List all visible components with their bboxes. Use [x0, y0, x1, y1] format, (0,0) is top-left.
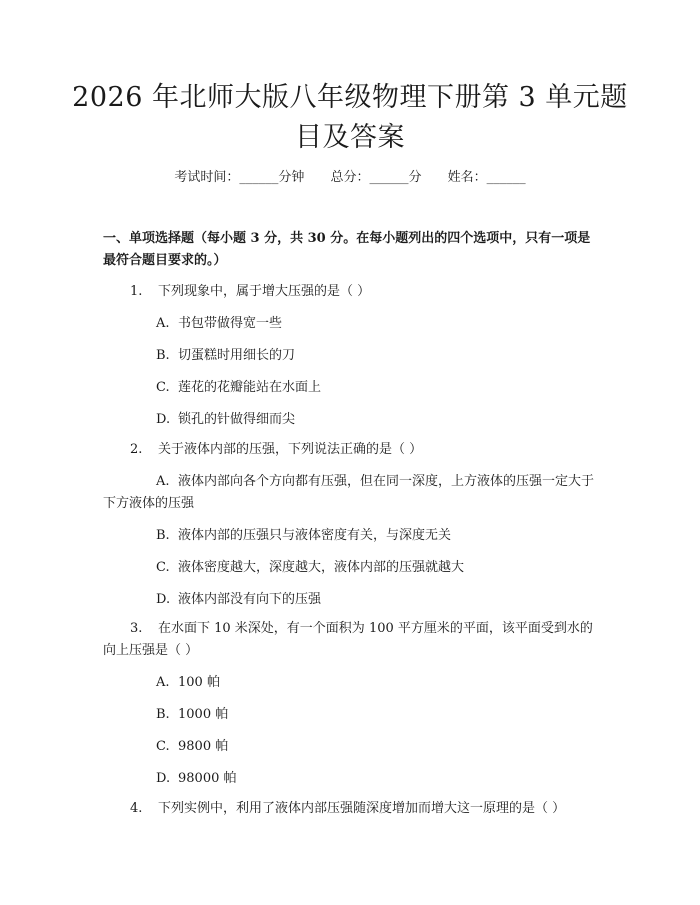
question-text: 在水面下 10 米深处，有一个面积为 100 平方厘米的平面，该平面受到水的向上压强是（ ） — [103, 621, 593, 658]
q1-option-d — [156, 410, 295, 430]
option-text: 1000 帕 — [178, 707, 229, 722]
document-title: 2026 年北师大版八年级物理下册第 3 单元题目及答案 — [72, 82, 628, 153]
q2-option-c — [156, 558, 464, 578]
option-label: A. — [156, 474, 170, 489]
option-label: B. — [156, 528, 170, 543]
q2-option-a — [103, 471, 595, 515]
q1-option-a — [156, 314, 282, 334]
exam-time-field: 考试时间：______分钟 — [174, 170, 305, 185]
question-number: 2. — [130, 442, 143, 457]
question-4 — [103, 798, 595, 820]
option-label: C. — [156, 380, 170, 395]
q1-option-b — [156, 346, 295, 366]
option-text: 液体内部没有向下的压强 — [178, 592, 322, 607]
question-1 — [103, 281, 595, 303]
option-label: A. — [156, 675, 170, 690]
question-3 — [103, 618, 595, 662]
section-heading: 一、单项选择题（每小题 3 分，共 30 分。在每小题列出的四个选项中，只有一项是最符合题目要求的。） — [103, 231, 591, 268]
total-score-field: 总分：______分 — [330, 170, 422, 185]
option-text: 9800 帕 — [178, 739, 229, 754]
q2-option-d — [156, 590, 321, 610]
option-text: 液体密度越大，深度越大，液体内部的压强就越大 — [178, 560, 465, 575]
option-label: C. — [156, 560, 170, 575]
question-text: 下列实例中，利用了液体内部压强随深度增加而增大这一原理的是（ ） — [158, 801, 566, 816]
name-field: 姓名：______ — [447, 170, 526, 185]
question-2 — [103, 439, 595, 461]
question-number: 3. — [130, 621, 143, 636]
option-label: B. — [156, 707, 170, 722]
option-label: D. — [156, 592, 171, 607]
question-text: 关于液体内部的压强，下列说法正确的是（ ） — [158, 442, 423, 457]
exam-info — [0, 168, 700, 188]
question-text: 下列现象中，属于增大压强的是（ ） — [158, 284, 371, 299]
q2-option-b — [156, 526, 451, 546]
option-label: D. — [156, 771, 171, 786]
q3-option-d — [156, 769, 237, 789]
question-number: 1. — [130, 284, 143, 299]
option-text: 锁孔的针做得细而尖 — [178, 412, 296, 427]
option-text: 液体内部的压强只与液体密度有关，与深度无关 — [178, 528, 452, 543]
option-text: 98000 帕 — [178, 771, 237, 786]
option-label: B. — [156, 348, 170, 363]
q3-option-a — [156, 673, 220, 693]
q3-option-c — [156, 737, 228, 757]
option-text: 莲花的花瓣能站在水面上 — [178, 380, 322, 395]
option-label: D. — [156, 412, 171, 427]
option-text: 书包带做得宽一些 — [178, 316, 283, 331]
q1-option-c — [156, 378, 321, 398]
option-label: C. — [156, 739, 170, 754]
option-text: 切蛋糕时用细长的刀 — [178, 348, 296, 363]
question-number: 4. — [130, 801, 143, 816]
option-label: A. — [156, 316, 170, 331]
option-text: 100 帕 — [178, 675, 220, 690]
option-text: 液体内部向各个方向都有压强，但在同一深度，上方液体的压强一定大于下方液体的压强 — [103, 474, 595, 511]
q3-option-b — [156, 705, 228, 725]
